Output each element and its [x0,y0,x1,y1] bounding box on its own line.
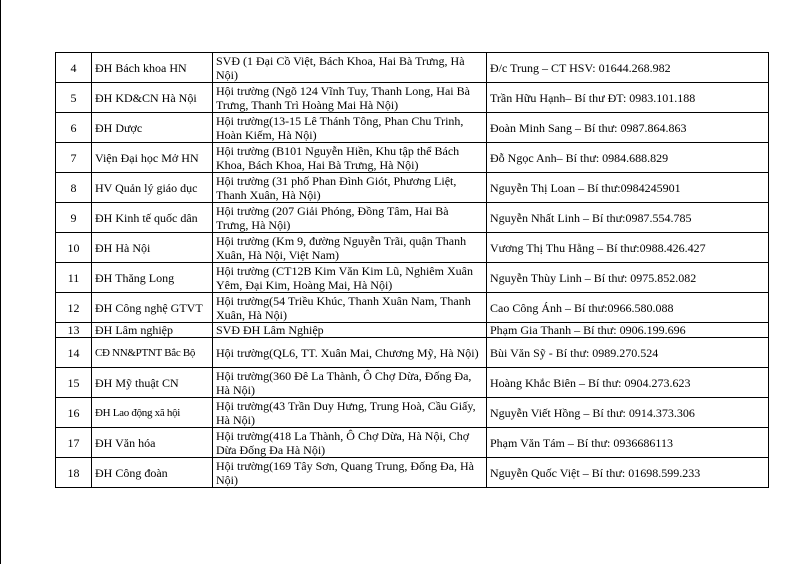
venue-address: Hội trường (31 phố Phan Đình Giót, Phương Liệt, Thanh Xuân, Hà Nội) [213,173,487,203]
table-row [56,458,769,488]
table-row [56,173,769,203]
school-name: Viện Đại học Mở HN [92,143,213,173]
school-name [92,338,213,368]
contact-person: Cao Công Ánh – Bí thư:0966.580.088 [487,293,769,323]
contact-person: Nguyễn Thị Loan – Bí thư:0984245901 [487,173,769,203]
school-name-text: ĐH Lao động xã hội [95,407,181,419]
row-number: 4 [56,53,92,83]
row-number: 8 [56,173,92,203]
venue-address: Hội trường (CT12B Kim Văn Kim Lũ, Nghiêm Xuân Yêm, Đại Kim, Hoàng Mai, Hà Nội) [213,263,487,293]
contact-person: Bùi Văn Sỹ - Bí thư: 0989.270.524 [487,338,769,368]
table-row [56,203,769,233]
venue-address: Hội trường (Km 9, đường Nguyễn Trãi, quận Thanh Xuân, Hà Nội, Việt Nam) [213,233,487,263]
contact-person: Nguyễn Quốc Việt – Bí thư: 01698.599.233 [487,458,769,488]
venue-address: Hội trường (B101 Nguyễn Hiền, Khu tập thể Bách Khoa, Bách Khoa, Hai Bà Trưng, Hà Nội) [213,143,487,173]
venue-address: Hội trường(QL6, TT. Xuân Mai, Chương Mỹ, Hà Nội) [213,338,487,368]
venue-address: Hội trường(169 Tây Sơn, Quang Trung, Đống Đa, Hà Nội) [213,458,487,488]
table-row [56,83,769,113]
row-number: 5 [56,83,92,113]
venue-address: Hội trường (Ngõ 124 Vĩnh Tuy, Thanh Long, Hai Bà Trưng, Thanh Trì Hoàng Mai Hà Nội) [213,83,487,113]
row-number: 16 [56,398,92,428]
school-name: ĐH Công nghệ GTVT [92,293,213,323]
contact-person: Nguyễn Thùy Linh – Bí thư: 0975.852.082 [487,263,769,293]
contact-table [55,52,769,488]
row-number: 6 [56,113,92,143]
venue-address: SVĐ (1 Đại Cồ Việt, Bách Khoa, Hai Bà Trưng, Hà Nội) [213,53,487,83]
venue-address: Hội trường(418 La Thành, Ô Chợ Dừa, Hà Nội, Chợ Dừa Đống Đa Hà Nội) [213,428,487,458]
venue-address: Hội trường(13-15 Lê Thánh Tông, Phan Chu Trinh, Hoàn Kiếm, Hà Nội) [213,113,487,143]
row-number: 13 [56,323,92,338]
row-number: 7 [56,143,92,173]
row-number: 10 [56,233,92,263]
school-name: ĐH Công đoàn [92,458,213,488]
row-number: 14 [56,338,92,368]
row-number: 11 [56,263,92,293]
contact-person: Hoàng Khắc Biên – Bí thư: 0904.273.623 [487,368,769,398]
table-row [56,233,769,263]
venue-address: Hội trường(54 Triều Khúc, Thanh Xuân Nam, Thanh Xuân, Hà Nội) [213,293,487,323]
contact-person: Trần Hữu Hạnh– Bí thư ĐT: 0983.101.188 [487,83,769,113]
table-row [56,338,769,368]
school-name: ĐH Dược [92,113,213,143]
contact-person: Nguyễn Viết Hồng – Bí thư: 0914.373.306 [487,398,769,428]
school-name: ĐH Bách khoa HN [92,53,213,83]
contact-person: Đ/c Trung – CT HSV: 01644.268.982 [487,53,769,83]
venue-address: Hội trường(43 Trần Duy Hưng, Trung Hoà, Cầu Giấy, Hà Nội) [213,398,487,428]
table-row [56,113,769,143]
table-row [56,143,769,173]
contact-person: Đoàn Minh Sang – Bí thư: 0987.864.863 [487,113,769,143]
table-row [56,53,769,83]
table-row [56,398,769,428]
school-name: ĐH Kinh tế quốc dân [92,203,213,233]
contact-person: Phạm Gia Thanh – Bí thư: 0906.199.696 [487,323,769,338]
table-row [56,428,769,458]
table-row [56,263,769,293]
venue-address: Hội trường(360 Đê La Thành, Ô Chợ Dừa, Đống Đa, Hà Nội) [213,368,487,398]
school-name: ĐH Hà Nội [92,233,213,263]
school-name: ĐH Mỹ thuật CN [92,368,213,398]
venue-address: SVĐ ĐH Lâm Nghiệp [213,323,487,338]
table-row [56,293,769,323]
contact-person: Đỗ Ngọc Anh– Bí thư: 0984.688.829 [487,143,769,173]
school-name: HV Quản lý giáo dục [92,173,213,203]
venue-address: Hội trường (207 Giải Phóng, Đồng Tâm, Hai Bà Trưng, Hà Nội) [213,203,487,233]
table-row [56,368,769,398]
school-name: ĐH Văn hóa [92,428,213,458]
school-name-text: CĐ NN&PTNT Bắc Bộ [95,347,196,359]
page-left-border [0,0,1,564]
row-number: 18 [56,458,92,488]
school-name [92,398,213,428]
school-name: ĐH KD&CN Hà Nội [92,83,213,113]
row-number: 12 [56,293,92,323]
row-number: 15 [56,368,92,398]
school-name: ĐH Thăng Long [92,263,213,293]
row-number: 17 [56,428,92,458]
row-number: 9 [56,203,92,233]
contact-person: Vương Thị Thu Hằng – Bí thư:0988.426.427 [487,233,769,263]
contact-person: Phạm Văn Tám – Bí thư: 0936686113 [487,428,769,458]
contact-person: Nguyễn Nhất Linh – Bí thư:0987.554.785 [487,203,769,233]
school-name: ĐH Lâm nghiệp [92,323,213,338]
table-row [56,323,769,338]
